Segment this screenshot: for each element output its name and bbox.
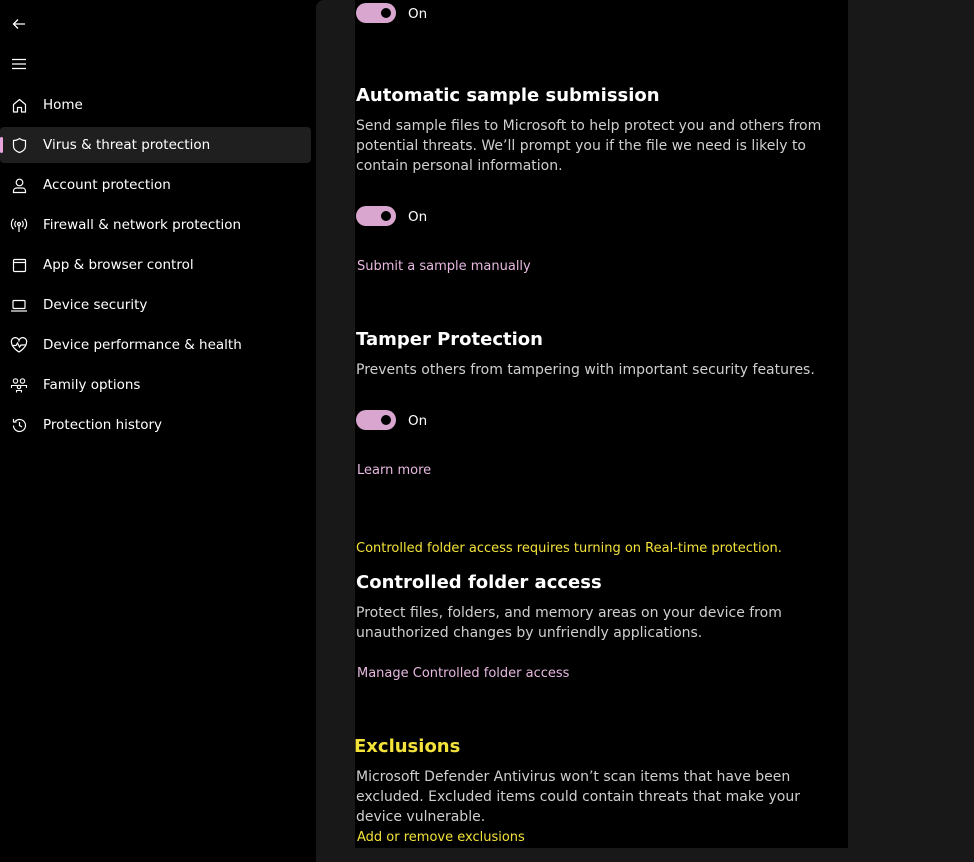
heart-pulse-icon — [10, 336, 28, 354]
sidebar-item-label: Virus & threat protection — [43, 137, 211, 153]
sidebar-item-app-browser-control[interactable] — [0, 247, 311, 283]
laptop-icon — [10, 296, 28, 314]
toggle-knob — [381, 211, 391, 221]
tamper-protection-toggle[interactable] — [356, 410, 396, 430]
toggle-state-label: On — [408, 209, 428, 225]
sidebar-item-family-options[interactable] — [0, 367, 311, 403]
hamburger-menu-icon — [11, 56, 27, 72]
home-icon — [10, 96, 28, 114]
submit-sample-link[interactable]: Submit a sample manually — [357, 259, 531, 274]
sample-submission-toggle[interactable] — [356, 206, 396, 226]
sidebar-item-home[interactable] — [0, 87, 311, 123]
app-window-icon — [10, 256, 28, 274]
toggle-state-label: On — [408, 6, 428, 22]
family-icon — [10, 376, 28, 394]
sidebar-item-device-security[interactable] — [0, 287, 311, 323]
sidebar-item-firewall-network-protection[interactable] — [0, 207, 311, 243]
section-title-sample-submission: Automatic sample submission — [356, 85, 660, 106]
controlled-folder-warning: Controlled folder access requires turning on Real-time protection. — [356, 541, 782, 556]
sidebar-item-protection-history[interactable] — [0, 407, 311, 443]
back-button[interactable] — [8, 13, 30, 35]
sidebar-item-device-performance-health[interactable] — [0, 327, 311, 363]
exclusions-description: Microsoft Defender Antivirus won’t scan items that have been excluded. Excluded items could contain threats that make your device vulnerable. — [356, 769, 800, 825]
sidebar-item-label: Firewall & network protection — [43, 217, 242, 233]
sidebar-item-label: Home — [43, 97, 83, 113]
sidebar-item-account-protection[interactable] — [0, 167, 311, 203]
sidebar-item-label: App & browser control — [43, 257, 194, 273]
sidebar-item-label: Account protection — [43, 177, 171, 193]
toggle-knob — [381, 415, 391, 425]
add-remove-exclusions-link[interactable]: Add or remove exclusions — [357, 830, 525, 845]
tamper-protection-description: Prevents others from tampering with important security features. — [356, 362, 815, 378]
menu-button[interactable] — [8, 53, 30, 75]
sample-submission-description: Send sample files to Microsoft to help protect you and others from potential threats. We’ll prompt you if the file we need is likely to contain personal information. — [356, 118, 822, 174]
section-title-tamper-protection: Tamper Protection — [356, 329, 543, 350]
learn-more-link[interactable]: Learn more — [357, 463, 432, 478]
back-arrow-icon — [11, 16, 27, 32]
toggle-state-label: On — [408, 413, 428, 429]
person-icon — [10, 176, 28, 194]
sidebar-item-label: Device performance & health — [43, 337, 242, 353]
controlled-folder-description: Protect files, folders, and memory areas on your device from unauthorized changes by unfriendly applications. — [356, 605, 782, 641]
sidebar-item-label: Family options — [43, 377, 141, 393]
shield-icon — [10, 136, 28, 154]
toggle-knob — [381, 8, 391, 18]
active-indicator — [0, 137, 3, 153]
sidebar — [0, 0, 316, 862]
section-title-controlled-folder-access: Controlled folder access — [356, 572, 602, 593]
manage-controlled-folder-link[interactable]: Manage Controlled folder access — [357, 666, 570, 681]
wireless-icon — [10, 216, 28, 234]
sidebar-item-virus-threat-protection[interactable] — [0, 127, 311, 163]
sidebar-item-label: Device security — [43, 297, 148, 313]
previous-setting-toggle[interactable] — [356, 3, 396, 23]
section-title-exclusions: Exclusions — [354, 736, 461, 757]
sidebar-item-label: Protection history — [43, 417, 163, 433]
history-icon — [10, 416, 28, 434]
